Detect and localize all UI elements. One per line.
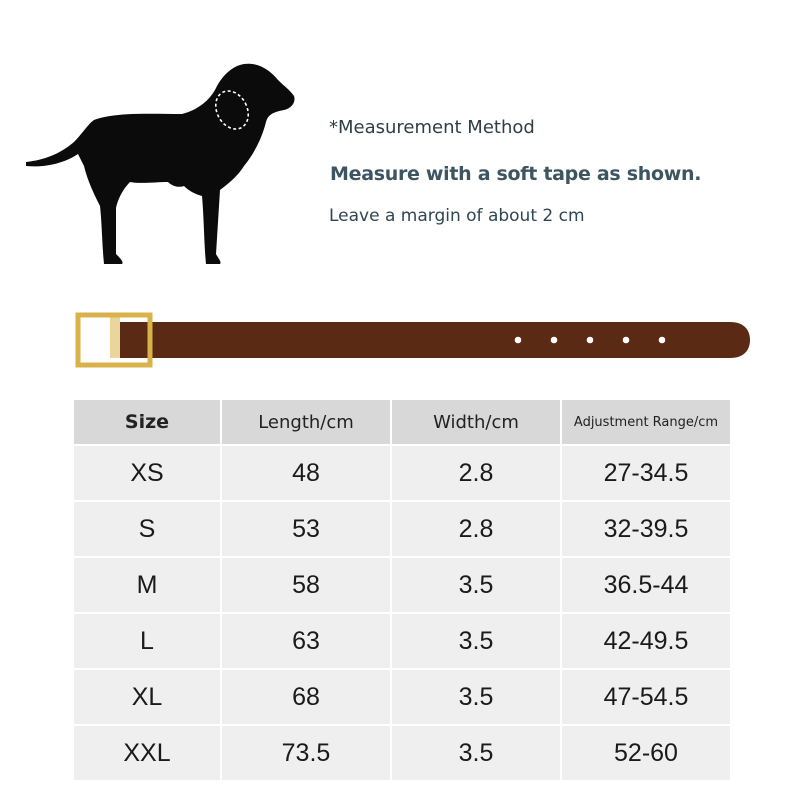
cell-length: 58 — [222, 558, 390, 612]
cell-width: 3.5 — [392, 614, 560, 668]
header-length: Length/cm — [222, 400, 390, 444]
collar-hole — [623, 337, 630, 344]
cell-size: XL — [74, 670, 220, 724]
dog-body — [26, 64, 295, 264]
cell-adjustment: 32-39.5 — [562, 502, 730, 556]
header-size: Size — [74, 400, 220, 444]
collar-hole — [515, 337, 522, 344]
cell-adjustment: 47-54.5 — [562, 670, 730, 724]
cell-adjustment: 27-34.5 — [562, 446, 730, 500]
cell-length: 63 — [222, 614, 390, 668]
cell-width: 3.5 — [392, 558, 560, 612]
cell-adjustment: 42-49.5 — [562, 614, 730, 668]
table-header-row — [74, 400, 730, 444]
cell-width: 2.8 — [392, 502, 560, 556]
table-row — [74, 726, 730, 780]
measurement-note: Leave a margin of about 2 cm — [329, 206, 585, 226]
cell-adjustment: 52-60 — [562, 726, 730, 780]
dog-silhouette — [22, 58, 302, 270]
cell-width: 3.5 — [392, 670, 560, 724]
measurement-instruction: Measure with a soft tape as shown. — [330, 163, 702, 185]
header-width: Width/cm — [392, 400, 560, 444]
measurement-method-title: *Measurement Method — [329, 117, 535, 138]
cell-size: XS — [74, 446, 220, 500]
table-row — [74, 614, 730, 668]
collar-strap — [120, 322, 750, 358]
table-row — [74, 670, 730, 724]
cell-size: XXL — [74, 726, 220, 780]
cell-length: 73.5 — [222, 726, 390, 780]
cell-adjustment: 36.5-44 — [562, 558, 730, 612]
cell-size: S — [74, 502, 220, 556]
table-row — [74, 502, 730, 556]
header-adjustment-range: Adjustment Range/cm — [562, 400, 730, 444]
cell-length: 53 — [222, 502, 390, 556]
collar-illustration — [74, 310, 754, 370]
cell-size: M — [74, 558, 220, 612]
buckle-bar — [110, 316, 120, 358]
table-row — [74, 558, 730, 612]
collar-hole — [587, 337, 594, 344]
collar-hole — [659, 337, 666, 344]
cell-width: 3.5 — [392, 726, 560, 780]
table-row — [74, 446, 730, 500]
cell-size: L — [74, 614, 220, 668]
cell-length: 68 — [222, 670, 390, 724]
size-chart-table — [72, 398, 732, 782]
collar-hole — [551, 337, 558, 344]
cell-length: 48 — [222, 446, 390, 500]
cell-width: 2.8 — [392, 446, 560, 500]
